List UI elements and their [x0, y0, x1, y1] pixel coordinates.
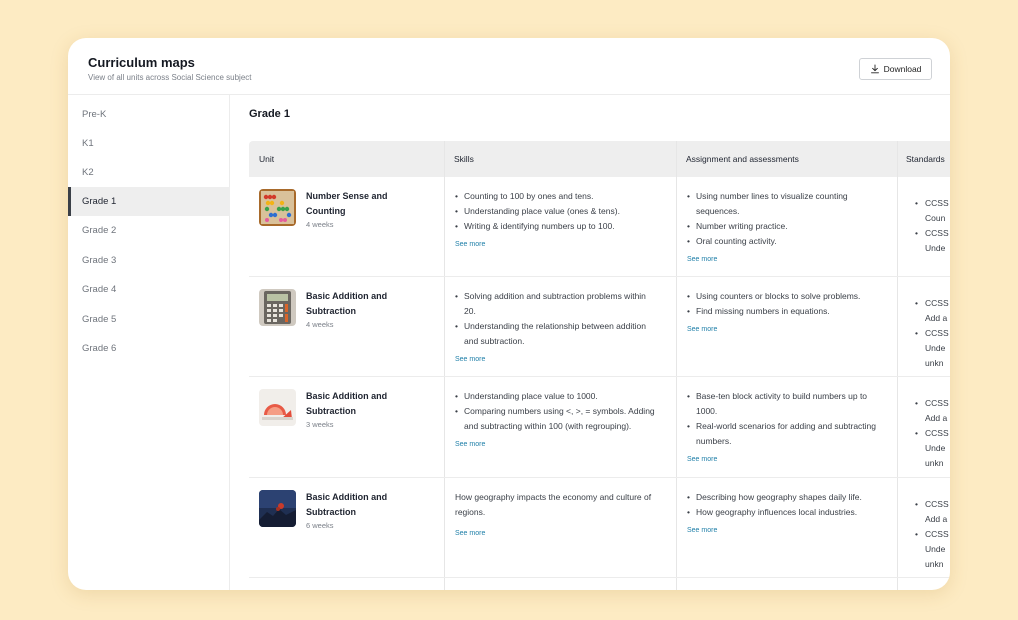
- curriculum-card: [68, 38, 950, 590]
- skills-cell: [455, 289, 660, 367]
- column-header-skills: Skills: [454, 154, 474, 164]
- skills-cell: [455, 490, 660, 541]
- standard-item: • CCSS Unde: [915, 226, 950, 256]
- sidebar-item-grade-6[interactable]: Grade 6: [82, 343, 117, 354]
- skills-cell: [455, 389, 660, 452]
- column-header-standards: Standards: [906, 154, 945, 164]
- fruit-slices-icon: [259, 389, 296, 426]
- see-more-link[interactable]: See more: [687, 326, 718, 333]
- assignment-item: • Using number lines to visualize counting sequences.: [687, 189, 877, 219]
- standard-item: • CCSS Unde unkn: [915, 426, 950, 471]
- assignments-cell: [687, 189, 877, 267]
- curriculum-table: [249, 141, 950, 590]
- see-more-link[interactable]: See more: [455, 241, 486, 248]
- sidebar-item-k1[interactable]: K1: [82, 138, 94, 149]
- assignment-item: • Number writing practice.: [687, 219, 877, 234]
- page-title: Curriculum maps: [88, 55, 195, 70]
- see-more-link[interactable]: See more: [455, 356, 486, 363]
- assignments-cell: [687, 289, 877, 337]
- main-content: [230, 95, 950, 590]
- sidebar-item-pre-k[interactable]: Pre-K: [82, 109, 107, 120]
- unit-duration: 3 weeks: [306, 420, 334, 429]
- sidebar-item-grade-1[interactable]: Grade 1: [68, 187, 230, 216]
- unit-duration: 6 weeks: [306, 521, 334, 530]
- assignment-item: • Using counters or blocks to solve problems.: [687, 289, 877, 304]
- assignment-item: • How geography influences local industries.: [687, 505, 877, 520]
- standards-cell: [915, 396, 950, 471]
- assignment-item: • Real-world scenarios for adding and subtracting numbers.: [687, 419, 877, 449]
- skill-item: • Counting to 100 by ones and tens.: [455, 189, 660, 204]
- page-subtitle: View of all units across Social Science subject: [88, 73, 252, 82]
- see-more-link[interactable]: See more: [687, 527, 718, 534]
- unit-name: Basic Addition and Subtraction: [306, 391, 388, 416]
- see-more-link[interactable]: See more: [455, 530, 486, 537]
- assignments-cell: [687, 490, 877, 538]
- skill-item: • Comparing numbers using <, >, = symbols. Adding and subtracting within 100 (with regrouping).: [455, 404, 660, 434]
- unit-duration: 4 weeks: [306, 320, 334, 329]
- page-header: [68, 38, 950, 95]
- assignment-item: • Find missing numbers in equations.: [687, 304, 877, 319]
- see-more-link[interactable]: See more: [687, 256, 718, 263]
- standards-cell: [915, 497, 950, 572]
- assignment-item: • Describing how geography shapes daily life.: [687, 490, 877, 505]
- skill-item: • Solving addition and subtraction problems within 20.: [455, 289, 660, 319]
- skill-item: • Understanding the relationship between addition and subtraction.: [455, 319, 660, 349]
- assignment-item: • Oral counting activity.: [687, 234, 877, 249]
- download-button[interactable]: [859, 58, 932, 80]
- abacus-icon: [259, 189, 296, 226]
- table-row[interactable]: [249, 478, 950, 578]
- sidebar-item-grade-2[interactable]: Grade 2: [82, 225, 117, 236]
- calculator-icon: [259, 289, 296, 326]
- standard-item: • CCSS Add a: [915, 396, 950, 426]
- sidebar-item-grade-4[interactable]: Grade 4: [82, 284, 117, 295]
- standard-item: • CCSS Unde unkn: [915, 527, 950, 572]
- column-header-assignments: Assignment and assessments: [686, 154, 799, 164]
- table-row[interactable]: [249, 377, 950, 477]
- table-row[interactable]: [249, 177, 950, 277]
- unit-name: Basic Addition and Subtraction: [306, 492, 388, 517]
- standard-item: • CCSS Unde unkn: [915, 326, 950, 371]
- assignments-cell: [687, 389, 877, 467]
- sidebar-item-grade-5[interactable]: Grade 5: [82, 314, 117, 325]
- see-more-link[interactable]: See more: [687, 456, 718, 463]
- standard-item: • CCSS Add a: [915, 296, 950, 326]
- standards-cell: [915, 296, 950, 371]
- sidebar-item-grade-3[interactable]: Grade 3: [82, 255, 117, 266]
- download-icon: [870, 64, 880, 74]
- unit-duration: 4 weeks: [306, 220, 334, 229]
- skill-item: • Understanding place value (ones & tens).: [455, 204, 660, 219]
- table-header: [249, 141, 950, 177]
- unit-name: Basic Addition and Subtraction: [306, 291, 388, 316]
- assignment-item: • Base-ten block activity to build numbers up to 1000.: [687, 389, 877, 419]
- standard-item: • CCSS Add a: [915, 497, 950, 527]
- see-more-link[interactable]: See more: [455, 441, 486, 448]
- sidebar-item-k2[interactable]: K2: [82, 167, 94, 178]
- night-landscape-icon: [259, 490, 296, 527]
- grade-title: Grade 1: [249, 108, 290, 120]
- unit-name: Number Sense and Counting: [306, 191, 388, 216]
- grade-sidebar: [68, 95, 230, 590]
- download-label: Download: [883, 64, 922, 74]
- column-header-unit: Unit: [259, 154, 275, 164]
- table-row[interactable]: [249, 277, 950, 377]
- standard-item: • CCSS Coun: [915, 196, 950, 226]
- skill-item: • Writing & identifying numbers up to 100.: [455, 219, 660, 234]
- skill-item: • Understanding place value to 1000.: [455, 389, 660, 404]
- skills-cell: [455, 189, 660, 252]
- standards-cell: [915, 196, 950, 256]
- skill-text: How geography impacts the economy and culture of regions.: [455, 492, 652, 517]
